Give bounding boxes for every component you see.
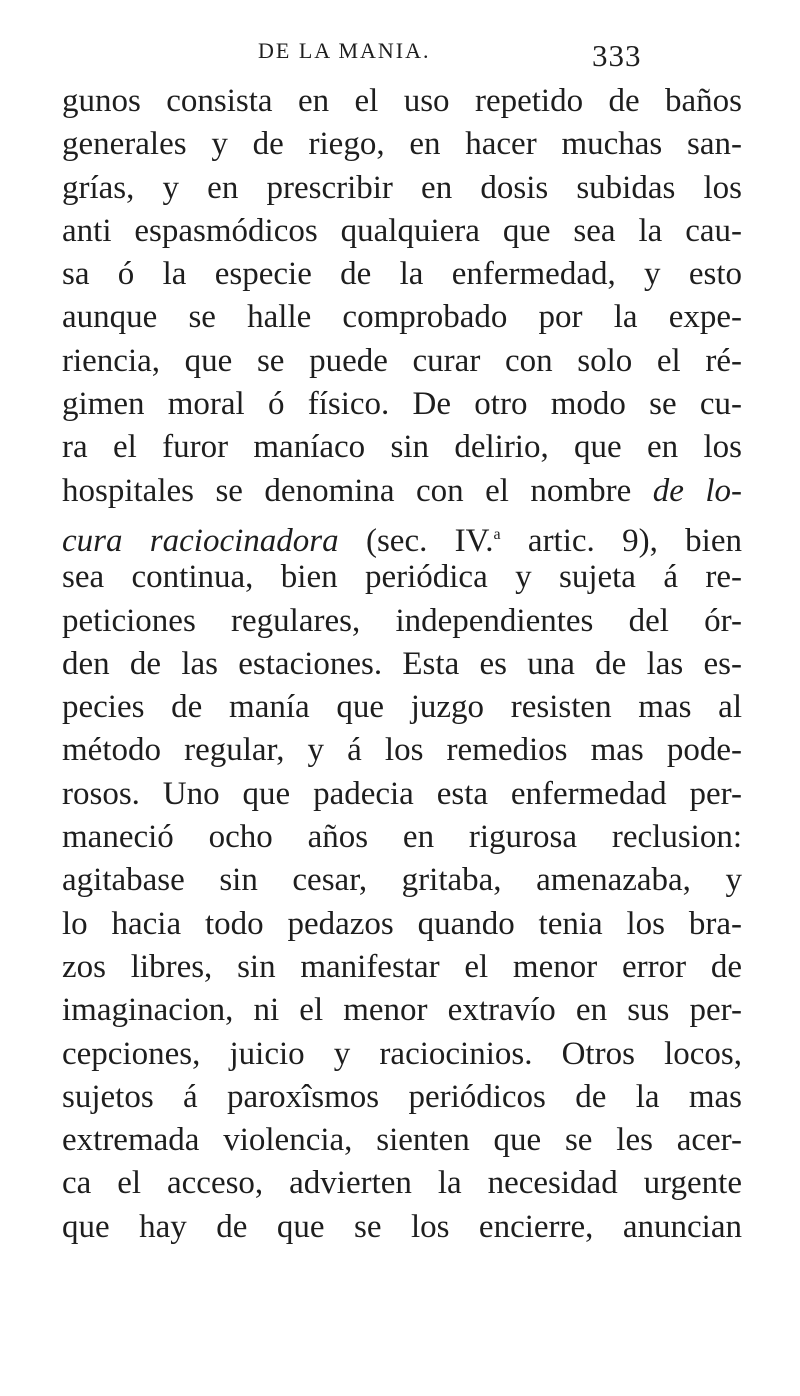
text-line: pecies de manía que juzgo resisten mas al: [62, 689, 742, 726]
text-line: den de las estaciones. Esta es una de las es-: [62, 645, 742, 682]
text-line: generales y de riego, en hacer muchas san-: [62, 126, 742, 163]
text-line: riencia, que se puede curar con solo el ré-: [62, 342, 742, 379]
text-line: anti espasmódicos qualquiera que sea la cau-: [62, 212, 742, 249]
text-line: ca el acceso, advierten la necesidad urgente: [62, 1165, 742, 1202]
text-line: sujetos á paroxîsmos periódicos de la mas: [62, 1078, 742, 1115]
text-line-mixed: [62, 470, 742, 513]
body-text: [62, 80, 742, 1249]
text-line: ra el furor maníaco sin delirio, que en los: [62, 429, 742, 466]
text-line: aunque se halle comprobado por la expe-: [62, 299, 742, 336]
text-line: gunos consista en el uso repetido de baños: [62, 83, 742, 119]
running-head: DE LA MANIA.: [258, 38, 431, 63]
text-line: sea continua, bien periódica y sujeta á re-: [62, 559, 742, 596]
text-line: método regular, y á los remedios mas pode-: [62, 732, 742, 769]
italic-fragment: de lo-: [652, 472, 742, 509]
superscript: a: [493, 525, 501, 543]
text-line: peticiones regulares, independientes del ór-: [62, 602, 742, 639]
text-line: sa ó la especie de la enfermedad, y esto: [62, 256, 742, 293]
text-line: extremada violencia, sienten que se les acer-: [62, 1122, 742, 1159]
text-line: imaginacion, ni el menor extravío en sus per-: [62, 992, 742, 1029]
text-fragment: artic. 9), bien: [500, 522, 742, 559]
text-fragment: hospitales se denomina con el nombre: [62, 472, 653, 509]
text-line: rosos. Uno que padecia esta enfermedad per-: [62, 775, 742, 812]
text-line: zos libres, sin manifestar el menor error de: [62, 948, 742, 985]
text-line: que hay de que se los encierre, anuncian: [62, 1208, 742, 1245]
text-line: agitabase sin cesar, gritaba, amenazaba, y: [62, 862, 742, 899]
text-line-mixed: [62, 513, 742, 559]
text-fragment: (sec. IV.: [338, 522, 494, 559]
text-line: cepciones, juicio y raciocinios. Otros locos,: [62, 1035, 742, 1072]
text-line: maneció ocho años en rigurosa reclusion:: [62, 819, 742, 856]
text-line: gimen moral ó físico. De otro modo se cu-: [62, 386, 742, 423]
italic-fragment: cura raciocinadora: [62, 522, 339, 559]
page-number: 333: [592, 38, 642, 73]
text-line: grías, y en prescribir en dosis subidas los: [62, 169, 742, 206]
text-line: lo hacia todo pedazos quando tenia los bra-: [62, 905, 742, 942]
